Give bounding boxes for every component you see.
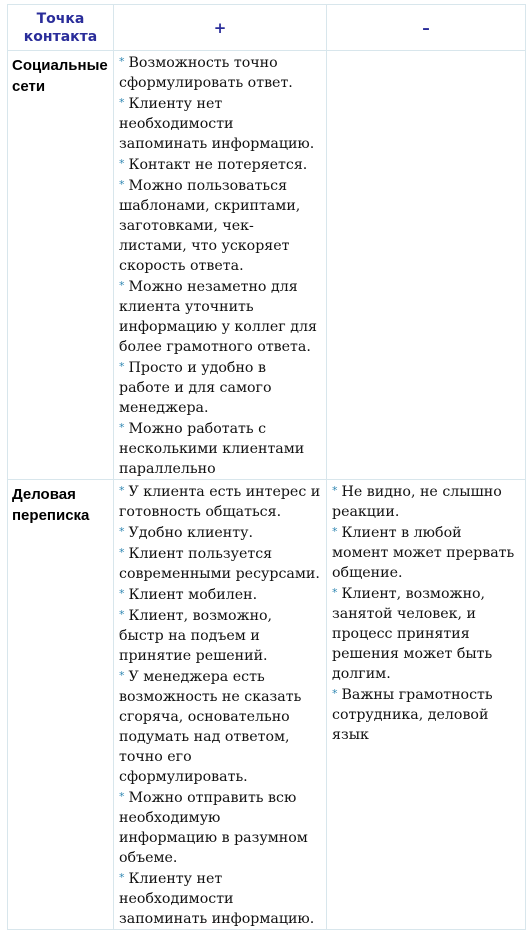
table-row [8, 480, 526, 930]
list-item [332, 684, 520, 745]
asterisk-icon: * [119, 421, 125, 434]
plus-cell [114, 480, 327, 930]
list-item [119, 543, 321, 584]
list-item-text: Можно отправить всю необходимую информацию в разумном объеме. [119, 790, 308, 866]
list-item-text: Удобно клиенту. [128, 525, 253, 541]
list-item [119, 605, 321, 666]
list-item [332, 522, 520, 583]
asterisk-icon: * [332, 484, 338, 497]
list-item [119, 93, 321, 154]
list-item-text: Клиенту нет необходимости запоминать информацию. [119, 871, 315, 927]
minus-cell [327, 480, 526, 930]
row-title: Социальные сети [8, 51, 114, 480]
asterisk-icon: * [119, 546, 125, 559]
list-item-text: Клиенту нет необходимости запоминать информацию. [119, 96, 315, 152]
table-row [8, 51, 526, 480]
list-item-text: Не видно, не слышно реакции. [332, 484, 502, 520]
row-title: Деловая переписка [8, 480, 114, 930]
asterisk-icon: * [119, 279, 125, 292]
list-item [119, 584, 321, 605]
asterisk-icon: * [332, 525, 338, 538]
list-item-text: Важны грамотность сотрудника, деловой язык [332, 687, 493, 743]
asterisk-icon: * [119, 669, 125, 682]
minus-cell [327, 51, 526, 480]
list-item [119, 666, 321, 787]
asterisk-icon: * [119, 608, 125, 621]
list-item [332, 583, 520, 684]
list-item-text: Клиент мобилен. [128, 587, 258, 603]
asterisk-icon: * [119, 587, 125, 600]
list-item-text: Можно пользоваться шаблонами, скриптами, заготовками, чек-листами, что ускоряет скорость ответа. [119, 178, 301, 274]
plus-cell [114, 51, 327, 480]
list-item-text: Клиент, возможно, быстр на подъем и принятие решений. [119, 608, 273, 664]
asterisk-icon: * [119, 871, 125, 884]
asterisk-icon: * [119, 55, 125, 68]
list-item-text: Контакт не потеряется. [128, 157, 308, 173]
list-item-text: Клиент, возможно, занятой человек, и процесс принятия решения может быть долгим. [332, 586, 493, 682]
header-contact-point: Точка контакта [8, 5, 114, 51]
list-item-text: Возможность точно сформулировать ответ. [119, 55, 293, 91]
list-item-text: У клиента есть интерес и готовность общаться. [119, 484, 321, 520]
list-item-text: Можно работать с несколькими клиентами параллельно [119, 421, 305, 477]
list-item-text: Клиент в любой момент может прервать общение. [332, 525, 515, 581]
list-item [119, 868, 321, 929]
list-item [119, 357, 321, 418]
list-item [119, 522, 321, 543]
asterisk-icon: * [119, 360, 125, 373]
list-item-text: Можно незаметно для клиента уточнить информацию у коллег для более грамотного ответа. [119, 279, 317, 355]
header-minus: – [327, 5, 526, 51]
asterisk-icon: * [119, 484, 125, 497]
list-item-text: Клиент пользуется современными ресурсами. [119, 546, 320, 582]
asterisk-icon: * [119, 178, 125, 191]
list-item [119, 154, 321, 175]
list-item [119, 481, 321, 522]
asterisk-icon: * [332, 687, 338, 700]
list-item-text: Просто и удобно в работе и для самого менеджера. [119, 360, 272, 416]
asterisk-icon: * [119, 790, 125, 803]
asterisk-icon: * [119, 157, 125, 170]
contact-points-table [7, 4, 526, 930]
asterisk-icon: * [119, 525, 125, 538]
asterisk-icon: * [332, 586, 338, 599]
header-row [8, 5, 526, 51]
list-item [332, 481, 520, 522]
header-plus: + [114, 5, 327, 51]
list-item [119, 276, 321, 357]
list-item-text: У менеджера есть возможность не сказать сгоряча, основательно подумать над ответом, точно его сформулировать. [119, 669, 302, 785]
list-item [119, 52, 321, 93]
list-item [119, 175, 321, 276]
asterisk-icon: * [119, 96, 125, 109]
list-item [119, 418, 321, 479]
list-item [119, 787, 321, 868]
